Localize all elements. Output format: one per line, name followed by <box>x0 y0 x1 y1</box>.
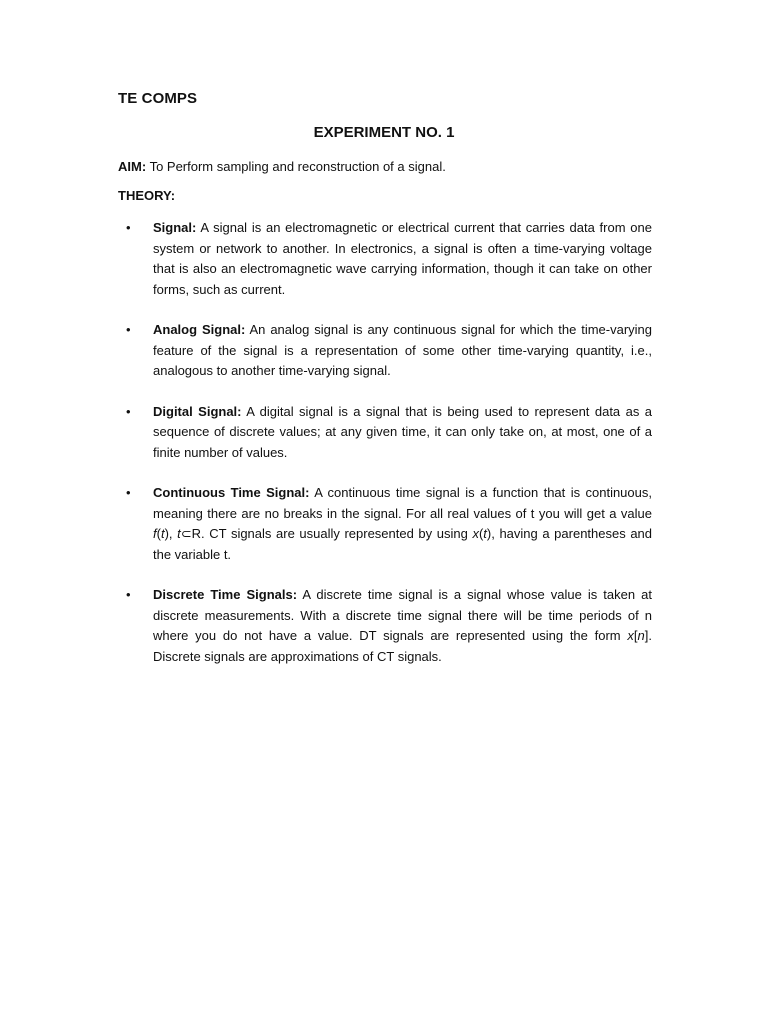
item-text: An analog signal is any continuous signal for which the time-varying feature of the signal is a representation of some other time-varying quantity, i.e., analogous to another time-varying signal. <box>153 322 653 378</box>
list-item-signal <box>126 218 652 300</box>
italic-x: x <box>472 526 479 541</box>
item-term: Signal: <box>153 220 197 235</box>
aim-line <box>118 158 446 176</box>
bullet: • <box>126 485 131 500</box>
item-term: Discrete Time Signals: <box>153 587 298 602</box>
list-item-analog-signal <box>126 320 652 382</box>
item-term: Digital Signal: <box>153 403 242 419</box>
bullet: • <box>126 322 131 337</box>
aim-label: AIM: <box>118 159 147 174</box>
list-item-digital-signal <box>126 402 652 464</box>
theory-heading: THEORY: <box>118 188 176 203</box>
item-text: A signal is an electromagnetic or electrical current that carries data from one system or network to another. In electronics, a signal is often a time-varying voltage that is also an electromagnetic wave carrying information, though it can take on other forms, such as current. <box>153 220 652 297</box>
bracket-open: [ <box>633 628 638 643</box>
aim-text: To Perform sampling and reconstruction of a signal. <box>149 159 446 174</box>
bullet: • <box>126 220 131 235</box>
italic-n: n <box>637 628 645 643</box>
experiment-title: EXPERIMENT NO. 1 <box>313 124 455 141</box>
italic-t: t <box>160 526 165 541</box>
list-item-discrete-time-signals <box>126 585 652 667</box>
item-text-part-2: ]. Discrete signals are approximations of CT signals. <box>153 628 652 664</box>
italic-f: f <box>153 526 157 541</box>
item-term: Analog Signal: <box>153 322 246 337</box>
item-term: Continuous Time Signal: <box>153 485 310 500</box>
paren-open: ( <box>156 526 161 541</box>
paren-open-2: ( <box>478 526 484 541</box>
item-text-part-1: A discrete time signal is a signal whose value is taken at discrete measurements. With a discrete time signal there will be time periods of n where you do not have a value. DT signals are represented using the form <box>153 587 652 643</box>
italic-t-2: t <box>177 526 181 541</box>
theory-list <box>126 218 652 687</box>
item-text-part-2: ), <box>164 526 178 541</box>
italic-x: x <box>627 628 634 643</box>
italic-t-3: t <box>483 526 487 541</box>
list-item-continuous-time-signal <box>126 483 652 565</box>
item-text-part-3: ⊂R. CT signals are usually represented by using <box>180 526 473 541</box>
item-text: A digital signal is a signal that is being used to represent data as a sequence of discrete values; at any given time, it can only take on, at most, one of a finite number of values. <box>153 403 653 460</box>
item-text-part-4: ), having a parentheses and the variable t. <box>153 526 653 562</box>
bullet: • <box>126 587 131 602</box>
item-text-part-1: A continuous time signal is a function that is continuous, meaning there are no breaks in the signal. For all real values of t you will get a value <box>153 485 652 521</box>
course-label: TE COMPS <box>118 90 198 107</box>
bullet: • <box>126 403 131 419</box>
